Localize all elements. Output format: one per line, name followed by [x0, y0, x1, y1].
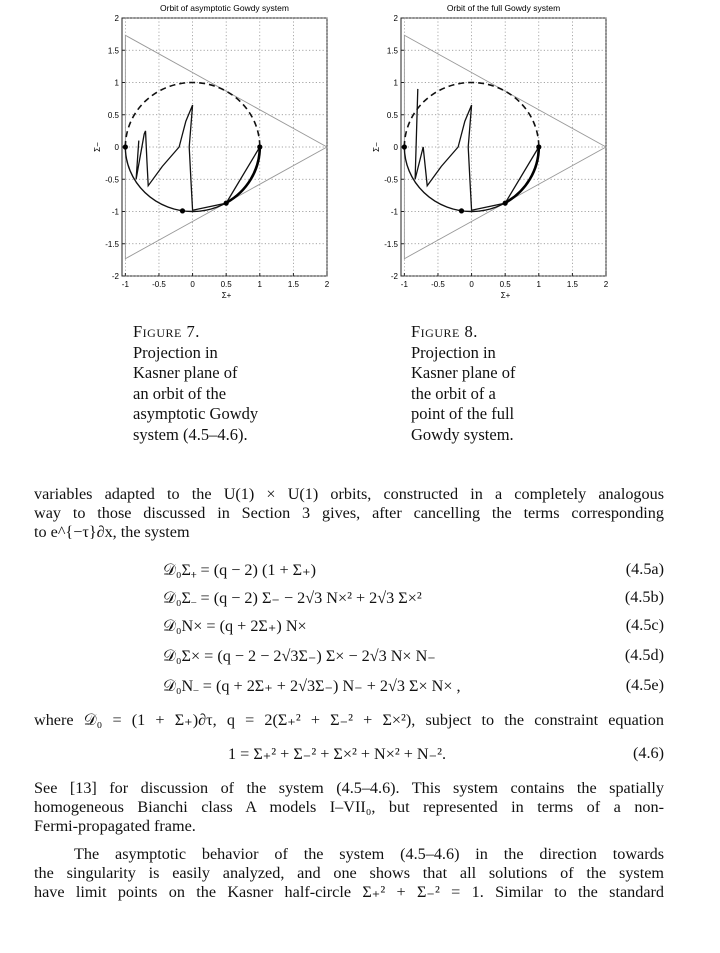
- y-tick-label: 0.5: [107, 110, 119, 120]
- caption-line: Kasner plane of: [133, 363, 238, 382]
- equation-lhs: 𝒟₀Σ₋ =: [163, 589, 214, 607]
- y-tick-label: 0: [393, 143, 398, 152]
- x-tick-label: 1.5: [287, 280, 299, 289]
- figure-7-svg: [92, 0, 342, 310]
- equation-4-5c: [163, 616, 307, 636]
- fixed-point: [459, 208, 464, 213]
- y-tick-label: -2: [390, 272, 398, 281]
- text-line: homogeneous Bianchi class A models I–VII₀, but represented in terms of a non-: [34, 798, 664, 816]
- x-axis-label: Σ+: [221, 291, 232, 300]
- equation-4-5b: [163, 588, 422, 608]
- x-tick-label: 1: [536, 280, 542, 289]
- plot-title: Orbit of the full Gowdy system: [446, 3, 561, 13]
- fixed-point: [224, 201, 229, 206]
- y-axis-label: Σ−: [93, 142, 102, 152]
- y-tick-label: 1: [114, 78, 119, 88]
- equation-4-5a: [163, 560, 316, 580]
- triangle-boundary: [404, 35, 606, 258]
- equation-rhs: (q + 2Σ₊) N×: [219, 617, 307, 635]
- caption-line: Kasner plane of: [411, 363, 516, 382]
- y-tick-label: -2: [111, 272, 119, 281]
- y-tick-label: 2: [393, 14, 398, 23]
- y-tick-label: 2: [114, 14, 119, 23]
- plot-title: Orbit of asymptotic Gowdy system: [160, 3, 289, 13]
- x-tick-label: -1: [400, 280, 408, 289]
- caption-line: point of the full: [411, 404, 515, 423]
- equation-number: (4.6): [632, 744, 664, 762]
- figure-7-caption: [133, 322, 258, 445]
- equation-rhs: (q − 2) Σ₋ − 2√3 N×² + 2√3 Σ×²: [213, 589, 422, 607]
- text-line: have limit points on the Kasner half-circle Σ₊² + Σ₋² = 1. Similar to the standard: [34, 883, 664, 901]
- y-tick-label: 1.5: [107, 46, 119, 56]
- fixed-point: [180, 208, 185, 213]
- caption-line: the orbit of a: [411, 383, 496, 403]
- fixed-point: [503, 201, 508, 206]
- y-tick-label: -1: [390, 207, 398, 217]
- caption-label: Figure 7.: [133, 322, 200, 341]
- text-line: Fermi-propagated frame.: [34, 817, 196, 835]
- equation-4-5d: [163, 646, 436, 666]
- x-tick-label: -1: [121, 280, 129, 289]
- y-tick-label: 0: [114, 143, 119, 152]
- y-tick-label: -1.5: [384, 239, 398, 249]
- where-line: [34, 711, 664, 730]
- x-tick-label: -0.5: [152, 280, 166, 289]
- x-tick-label: 0: [469, 280, 474, 289]
- x-tick-label: 2: [324, 280, 330, 289]
- text-line: variables adapted to the U(1) × U(1) orbits, constructed in a completely analogous: [34, 485, 664, 503]
- y-tick-label: 1.5: [386, 46, 398, 56]
- paragraph-2: [34, 779, 664, 836]
- fixed-point: [257, 144, 262, 149]
- equation-rhs: (q + 2Σ₊ + 2√3Σ₋) N₋ + 2√3 Σ× N× ,: [215, 677, 461, 695]
- equation-number: (4.5c): [625, 616, 664, 634]
- y-tick-label: -0.5: [105, 175, 119, 185]
- y-tick-label: 0.5: [386, 110, 398, 120]
- figure-8-plot: [371, 0, 621, 310]
- equation-rhs: (q − 2 − 2√3Σ₋) Σ× − 2√3 N× N₋: [217, 647, 436, 665]
- x-tick-label: 2: [603, 280, 609, 289]
- x-tick-label: 0.5: [499, 280, 511, 289]
- text-line: See [13] for discussion of the system (4.5–4.6). This system contains the spatially: [34, 779, 664, 797]
- equation-lhs: 𝒟₀Σ₊ =: [163, 561, 214, 579]
- equation-rhs: (q − 2) (1 + Σ₊): [213, 561, 317, 579]
- paragraph-1: [34, 485, 664, 542]
- paragraph-3: [34, 845, 664, 902]
- equation-number: (4.5e): [625, 676, 664, 694]
- caption-line: an orbit of the: [133, 383, 227, 403]
- figure-8-caption: [411, 322, 515, 445]
- figure-7-plot: [92, 0, 342, 310]
- x-axis-label: Σ+: [500, 291, 511, 300]
- fixed-point: [402, 144, 407, 149]
- equation-number: (4.5b): [624, 588, 664, 606]
- text-line: way to those discussed in Section 3 gives, after cancelling the terms corresponding: [34, 504, 664, 522]
- equation-4-5e: [163, 676, 461, 696]
- equation-number: (4.5a): [625, 560, 664, 578]
- equation-lhs: 𝒟₀N₋ =: [163, 677, 216, 695]
- y-axis-label: Σ−: [372, 142, 381, 152]
- y-tick-label: -0.5: [384, 175, 398, 185]
- text-line: to e^{−τ}∂x, the system: [34, 523, 190, 541]
- equation-lhs: 𝒟₀N× =: [163, 617, 220, 635]
- fixed-point: [123, 144, 128, 149]
- caption-line: Projection in: [411, 342, 496, 362]
- equation-4-6: 1 = Σ₊² + Σ₋² + Σ×² + N×² + N₋².: [228, 745, 447, 763]
- equation-lhs: 𝒟₀Σ× =: [163, 647, 218, 665]
- x-tick-label: -0.5: [431, 280, 445, 289]
- x-tick-label: 1: [257, 280, 263, 289]
- figure-8-svg: [371, 0, 621, 310]
- caption-line: system (4.5–4.6).: [133, 424, 248, 444]
- text-line: the singularity is easily analyzed, and one shows that all solutions of the system: [34, 864, 664, 882]
- y-tick-label: 1: [393, 78, 398, 88]
- x-tick-label: 0: [190, 280, 195, 289]
- text-line: where 𝒟₀ = (1 + Σ₊)∂τ, q = 2(Σ₊² + Σ₋² + Σ×²), subject to the constraint equation: [34, 711, 664, 729]
- fixed-point: [536, 144, 541, 149]
- triangle-boundary: [125, 35, 327, 258]
- y-tick-label: -1.5: [105, 239, 119, 249]
- x-tick-label: 0.5: [220, 280, 232, 289]
- equation-number: (4.5d): [624, 646, 664, 664]
- text-line: The asymptotic behavior of the system (4.5–4.6) in the direction towards: [74, 845, 664, 863]
- caption-line: Gowdy system.: [411, 424, 514, 444]
- x-tick-label: 1.5: [566, 280, 578, 289]
- caption-line: asymptotic Gowdy: [133, 404, 259, 423]
- y-tick-label: -1: [111, 207, 119, 217]
- caption-line: Projection in: [133, 342, 218, 362]
- caption-label: Figure 8.: [411, 322, 478, 341]
